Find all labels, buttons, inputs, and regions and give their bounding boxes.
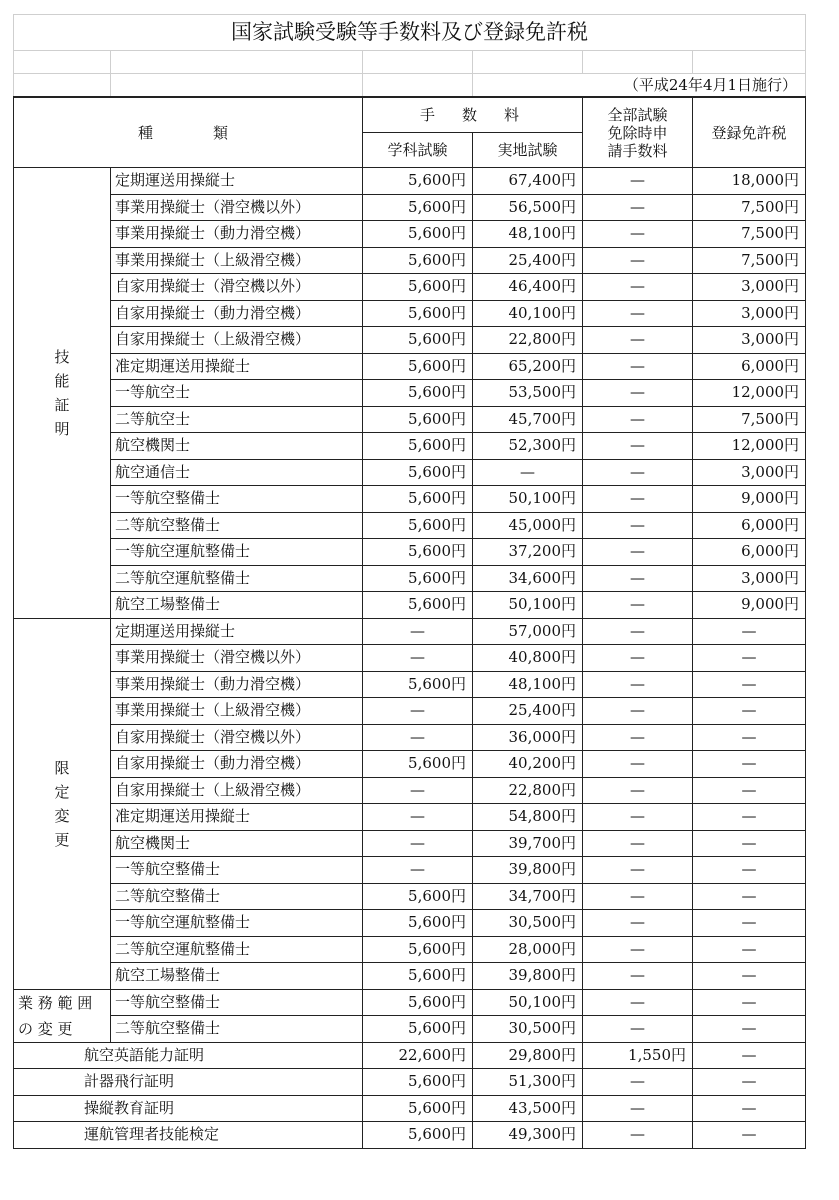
exempt-fee: — bbox=[583, 618, 693, 645]
practical-fee: 34,700円 bbox=[473, 883, 583, 910]
practical-fee: 36,000円 bbox=[473, 724, 583, 751]
written-fee: — bbox=[363, 777, 473, 804]
registration-tax: 3,000円 bbox=[693, 459, 806, 486]
exempt-fee: — bbox=[583, 1095, 693, 1122]
registration-tax: — bbox=[693, 618, 806, 645]
registration-tax: — bbox=[693, 645, 806, 672]
practical-fee: 22,800円 bbox=[473, 327, 583, 354]
practical-fee: — bbox=[473, 459, 583, 486]
exempt-fee: — bbox=[583, 724, 693, 751]
table-row bbox=[14, 936, 806, 963]
table-row bbox=[14, 194, 806, 221]
license-name: 二等航空運航整備士 bbox=[111, 936, 363, 963]
exempt-fee: — bbox=[583, 857, 693, 884]
exempt-fee: — bbox=[583, 406, 693, 433]
group-label bbox=[14, 618, 111, 989]
header-exempt-line: 免除時申 bbox=[607, 123, 668, 142]
exempt-fee: — bbox=[583, 777, 693, 804]
exempt-fee: — bbox=[583, 592, 693, 619]
group-label-char: 能 bbox=[54, 371, 70, 390]
registration-tax: 12,000円 bbox=[693, 380, 806, 407]
header-tax: 登録免許税 bbox=[693, 97, 806, 168]
written-fee: 5,600円 bbox=[363, 353, 473, 380]
registration-tax: 7,500円 bbox=[693, 194, 806, 221]
table-row bbox=[14, 1122, 806, 1149]
table-row bbox=[14, 777, 806, 804]
empty-row bbox=[14, 51, 806, 74]
registration-tax: 6,000円 bbox=[693, 353, 806, 380]
table-row bbox=[14, 989, 806, 1016]
practical-fee: 29,800円 bbox=[473, 1042, 583, 1069]
written-fee: 5,600円 bbox=[363, 565, 473, 592]
license-name: 二等航空士 bbox=[111, 406, 363, 433]
table-row bbox=[14, 857, 806, 884]
registration-tax: — bbox=[693, 671, 806, 698]
license-name: 事業用操縦士（滑空機以外） bbox=[111, 645, 363, 672]
table-row bbox=[14, 168, 806, 195]
practical-fee: 40,200円 bbox=[473, 751, 583, 778]
table-row bbox=[14, 645, 806, 672]
license-name: 准定期運送用操縦士 bbox=[111, 353, 363, 380]
exempt-fee: — bbox=[583, 168, 693, 195]
exempt-fee: — bbox=[583, 486, 693, 513]
exempt-fee: — bbox=[583, 327, 693, 354]
written-fee: 5,600円 bbox=[363, 989, 473, 1016]
practical-fee: 65,200円 bbox=[473, 353, 583, 380]
license-name: 自家用操縦士（滑空機以外） bbox=[111, 724, 363, 751]
license-name: 航空機関士 bbox=[111, 433, 363, 460]
certificate-name: 操縦教育証明 bbox=[14, 1095, 363, 1122]
registration-tax: — bbox=[693, 804, 806, 831]
registration-tax: — bbox=[693, 989, 806, 1016]
effective-date: （平成24年4月1日施行） bbox=[473, 74, 806, 98]
written-fee: 5,600円 bbox=[363, 671, 473, 698]
exempt-fee: — bbox=[583, 380, 693, 407]
exempt-fee: — bbox=[583, 459, 693, 486]
exempt-fee: — bbox=[583, 433, 693, 460]
exempt-fee: — bbox=[583, 353, 693, 380]
written-fee: — bbox=[363, 698, 473, 725]
table-row bbox=[14, 327, 806, 354]
table-row bbox=[14, 1069, 806, 1096]
header-fee: 手 数 料 bbox=[363, 97, 583, 133]
written-fee: — bbox=[363, 645, 473, 672]
practical-fee: 45,700円 bbox=[473, 406, 583, 433]
practical-fee: 52,300円 bbox=[473, 433, 583, 460]
practical-fee: 57,000円 bbox=[473, 618, 583, 645]
practical-fee: 39,700円 bbox=[473, 830, 583, 857]
exempt-fee: — bbox=[583, 1016, 693, 1043]
group-label-char: 限 bbox=[54, 758, 70, 777]
registration-tax: — bbox=[693, 777, 806, 804]
group-label-char: 更 bbox=[54, 830, 70, 849]
license-name: 航空通信士 bbox=[111, 459, 363, 486]
header-written: 学科試験 bbox=[363, 133, 473, 168]
exempt-fee: — bbox=[583, 963, 693, 990]
written-fee: 5,600円 bbox=[363, 327, 473, 354]
registration-tax: 9,000円 bbox=[693, 592, 806, 619]
license-name: 二等航空運航整備士 bbox=[111, 565, 363, 592]
practical-fee: 43,500円 bbox=[473, 1095, 583, 1122]
license-name: 自家用操縦士（上級滑空機） bbox=[111, 327, 363, 354]
registration-tax: — bbox=[693, 1016, 806, 1043]
license-name: 二等航空整備士 bbox=[111, 512, 363, 539]
written-fee: 5,600円 bbox=[363, 300, 473, 327]
registration-tax: 6,000円 bbox=[693, 539, 806, 566]
practical-fee: 48,100円 bbox=[473, 221, 583, 248]
exempt-fee: — bbox=[583, 300, 693, 327]
written-fee: 5,600円 bbox=[363, 1122, 473, 1149]
registration-tax: 7,500円 bbox=[693, 247, 806, 274]
written-fee: 5,600円 bbox=[363, 194, 473, 221]
license-name: 一等航空整備士 bbox=[111, 989, 363, 1016]
written-fee: 5,600円 bbox=[363, 433, 473, 460]
practical-fee: 37,200円 bbox=[473, 539, 583, 566]
table-row bbox=[14, 804, 806, 831]
practical-fee: 40,100円 bbox=[473, 300, 583, 327]
license-name: 二等航空整備士 bbox=[111, 883, 363, 910]
table-row bbox=[14, 963, 806, 990]
group-label-char: 明 bbox=[54, 419, 70, 438]
registration-tax: — bbox=[693, 936, 806, 963]
table-row bbox=[14, 486, 806, 513]
license-name: 一等航空整備士 bbox=[111, 857, 363, 884]
exempt-fee: — bbox=[583, 565, 693, 592]
exempt-fee: — bbox=[583, 830, 693, 857]
license-name: 一等航空整備士 bbox=[111, 486, 363, 513]
header-exempt bbox=[583, 97, 693, 168]
registration-tax: — bbox=[693, 910, 806, 937]
registration-tax: 3,000円 bbox=[693, 274, 806, 301]
certificate-name: 運航管理者技能検定 bbox=[14, 1122, 363, 1149]
exempt-fee: — bbox=[583, 883, 693, 910]
practical-fee: 39,800円 bbox=[473, 963, 583, 990]
registration-tax: — bbox=[693, 857, 806, 884]
exempt-fee: — bbox=[583, 989, 693, 1016]
exempt-fee: — bbox=[583, 698, 693, 725]
license-name: 二等航空整備士 bbox=[111, 1016, 363, 1043]
license-name: 定期運送用操縦士 bbox=[111, 618, 363, 645]
group-label-line: の 変 更 bbox=[18, 1019, 73, 1038]
registration-tax: — bbox=[693, 1095, 806, 1122]
exempt-fee: — bbox=[583, 671, 693, 698]
table-row bbox=[14, 247, 806, 274]
written-fee: 5,600円 bbox=[363, 486, 473, 513]
registration-tax: — bbox=[693, 751, 806, 778]
practical-fee: 53,500円 bbox=[473, 380, 583, 407]
practical-fee: 39,800円 bbox=[473, 857, 583, 884]
written-fee: 5,600円 bbox=[363, 963, 473, 990]
registration-tax: — bbox=[693, 1122, 806, 1149]
written-fee: 5,600円 bbox=[363, 221, 473, 248]
written-fee: 5,600円 bbox=[363, 1016, 473, 1043]
license-name: 航空工場整備士 bbox=[111, 592, 363, 619]
table-row bbox=[14, 1016, 806, 1043]
written-fee: 5,600円 bbox=[363, 168, 473, 195]
written-fee: 5,600円 bbox=[363, 936, 473, 963]
registration-tax: 3,000円 bbox=[693, 565, 806, 592]
practical-fee: 48,100円 bbox=[473, 671, 583, 698]
table-row bbox=[14, 618, 806, 645]
license-name: 准定期運送用操縦士 bbox=[111, 804, 363, 831]
registration-tax: — bbox=[693, 1042, 806, 1069]
written-fee: 5,600円 bbox=[363, 592, 473, 619]
practical-fee: 25,400円 bbox=[473, 247, 583, 274]
written-fee: — bbox=[363, 804, 473, 831]
header-kind: 種 類 bbox=[14, 97, 363, 168]
written-fee: 5,600円 bbox=[363, 539, 473, 566]
table-row bbox=[14, 221, 806, 248]
registration-tax: 9,000円 bbox=[693, 486, 806, 513]
exempt-fee: — bbox=[583, 247, 693, 274]
table-row bbox=[14, 380, 806, 407]
registration-tax: 18,000円 bbox=[693, 168, 806, 195]
license-name: 事業用操縦士（上級滑空機） bbox=[111, 698, 363, 725]
group-label-char: 定 bbox=[54, 782, 70, 801]
practical-fee: 50,100円 bbox=[473, 989, 583, 1016]
written-fee: — bbox=[363, 857, 473, 884]
registration-tax: — bbox=[693, 1069, 806, 1096]
written-fee: 5,600円 bbox=[363, 459, 473, 486]
group-label-line: 業 務 範 囲 bbox=[18, 993, 93, 1012]
exempt-fee: — bbox=[583, 1069, 693, 1096]
practical-fee: 50,100円 bbox=[473, 592, 583, 619]
exempt-fee: — bbox=[583, 645, 693, 672]
exempt-fee: — bbox=[583, 539, 693, 566]
exempt-fee: — bbox=[583, 910, 693, 937]
exempt-fee: — bbox=[583, 221, 693, 248]
license-name: 自家用操縦士（滑空機以外） bbox=[111, 274, 363, 301]
table-row bbox=[14, 433, 806, 460]
written-fee: 5,600円 bbox=[363, 406, 473, 433]
table-row bbox=[14, 353, 806, 380]
practical-fee: 50,100円 bbox=[473, 486, 583, 513]
table-row bbox=[14, 724, 806, 751]
practical-fee: 22,800円 bbox=[473, 777, 583, 804]
registration-tax: 3,000円 bbox=[693, 327, 806, 354]
license-name: 一等航空士 bbox=[111, 380, 363, 407]
written-fee: 22,600円 bbox=[363, 1042, 473, 1069]
table-row bbox=[14, 459, 806, 486]
practical-fee: 56,500円 bbox=[473, 194, 583, 221]
table-row bbox=[14, 1095, 806, 1122]
registration-tax: 3,000円 bbox=[693, 300, 806, 327]
license-name: 一等航空運航整備士 bbox=[111, 539, 363, 566]
written-fee: — bbox=[363, 830, 473, 857]
table-row bbox=[14, 592, 806, 619]
exempt-fee: — bbox=[583, 512, 693, 539]
license-name: 定期運送用操縦士 bbox=[111, 168, 363, 195]
registration-tax: 7,500円 bbox=[693, 406, 806, 433]
written-fee: 5,600円 bbox=[363, 247, 473, 274]
registration-tax: — bbox=[693, 698, 806, 725]
exempt-fee: — bbox=[583, 1122, 693, 1149]
registration-tax: 7,500円 bbox=[693, 221, 806, 248]
written-fee: 5,600円 bbox=[363, 910, 473, 937]
practical-fee: 40,800円 bbox=[473, 645, 583, 672]
group-label bbox=[14, 168, 111, 619]
written-fee: 5,600円 bbox=[363, 512, 473, 539]
exempt-fee: — bbox=[583, 194, 693, 221]
table-row bbox=[14, 830, 806, 857]
table-row bbox=[14, 274, 806, 301]
written-fee: 5,600円 bbox=[363, 883, 473, 910]
exempt-fee: — bbox=[583, 274, 693, 301]
certificate-name: 計器飛行証明 bbox=[14, 1069, 363, 1096]
practical-fee: 30,500円 bbox=[473, 910, 583, 937]
license-name: 自家用操縦士（動力滑空機） bbox=[111, 751, 363, 778]
table-row bbox=[14, 512, 806, 539]
registration-tax: — bbox=[693, 883, 806, 910]
practical-fee: 51,300円 bbox=[473, 1069, 583, 1096]
registration-tax: — bbox=[693, 963, 806, 990]
header-exempt-line: 全部試験 bbox=[607, 105, 668, 124]
page-title: 国家試験受験等手数料及び登録免許税 bbox=[14, 15, 806, 51]
table-row bbox=[14, 698, 806, 725]
exempt-fee: — bbox=[583, 804, 693, 831]
certificate-name: 航空英語能力証明 bbox=[14, 1042, 363, 1069]
written-fee: — bbox=[363, 724, 473, 751]
table-row bbox=[14, 883, 806, 910]
written-fee: 5,600円 bbox=[363, 1069, 473, 1096]
license-name: 航空機関士 bbox=[111, 830, 363, 857]
license-name: 事業用操縦士（動力滑空機） bbox=[111, 671, 363, 698]
practical-fee: 28,000円 bbox=[473, 936, 583, 963]
license-name: 航空工場整備士 bbox=[111, 963, 363, 990]
table-row bbox=[14, 751, 806, 778]
license-name: 自家用操縦士（動力滑空機） bbox=[111, 300, 363, 327]
table-row bbox=[14, 671, 806, 698]
table-row bbox=[14, 565, 806, 592]
table-row bbox=[14, 300, 806, 327]
practical-fee: 54,800円 bbox=[473, 804, 583, 831]
group-label-char: 技 bbox=[54, 347, 70, 366]
written-fee: 5,600円 bbox=[363, 1095, 473, 1122]
registration-tax: 12,000円 bbox=[693, 433, 806, 460]
practical-fee: 25,400円 bbox=[473, 698, 583, 725]
exempt-fee: — bbox=[583, 936, 693, 963]
written-fee: 5,600円 bbox=[363, 751, 473, 778]
registration-tax: — bbox=[693, 830, 806, 857]
group-label bbox=[14, 989, 111, 1042]
practical-fee: 30,500円 bbox=[473, 1016, 583, 1043]
practical-fee: 67,400円 bbox=[473, 168, 583, 195]
license-name: 事業用操縦士（滑空機以外） bbox=[111, 194, 363, 221]
group-label-char: 証 bbox=[54, 395, 70, 414]
practical-fee: 45,000円 bbox=[473, 512, 583, 539]
practical-fee: 49,300円 bbox=[473, 1122, 583, 1149]
header-exempt-line: 請手数料 bbox=[607, 141, 668, 160]
license-name: 自家用操縦士（上級滑空機） bbox=[111, 777, 363, 804]
fee-table bbox=[13, 14, 806, 1149]
registration-tax: — bbox=[693, 724, 806, 751]
table-row bbox=[14, 539, 806, 566]
practical-fee: 34,600円 bbox=[473, 565, 583, 592]
header-practical: 実地試験 bbox=[473, 133, 583, 168]
table-row bbox=[14, 910, 806, 937]
license-name: 事業用操縦士（上級滑空機） bbox=[111, 247, 363, 274]
table-row bbox=[14, 1042, 806, 1069]
practical-fee: 46,400円 bbox=[473, 274, 583, 301]
exempt-fee: — bbox=[583, 751, 693, 778]
written-fee: 5,600円 bbox=[363, 274, 473, 301]
registration-tax: 6,000円 bbox=[693, 512, 806, 539]
written-fee: 5,600円 bbox=[363, 380, 473, 407]
table-row bbox=[14, 406, 806, 433]
license-name: 一等航空運航整備士 bbox=[111, 910, 363, 937]
group-label-char: 変 bbox=[54, 806, 70, 825]
license-name: 事業用操縦士（動力滑空機） bbox=[111, 221, 363, 248]
exempt-fee: 1,550円 bbox=[583, 1042, 693, 1069]
written-fee: — bbox=[363, 618, 473, 645]
